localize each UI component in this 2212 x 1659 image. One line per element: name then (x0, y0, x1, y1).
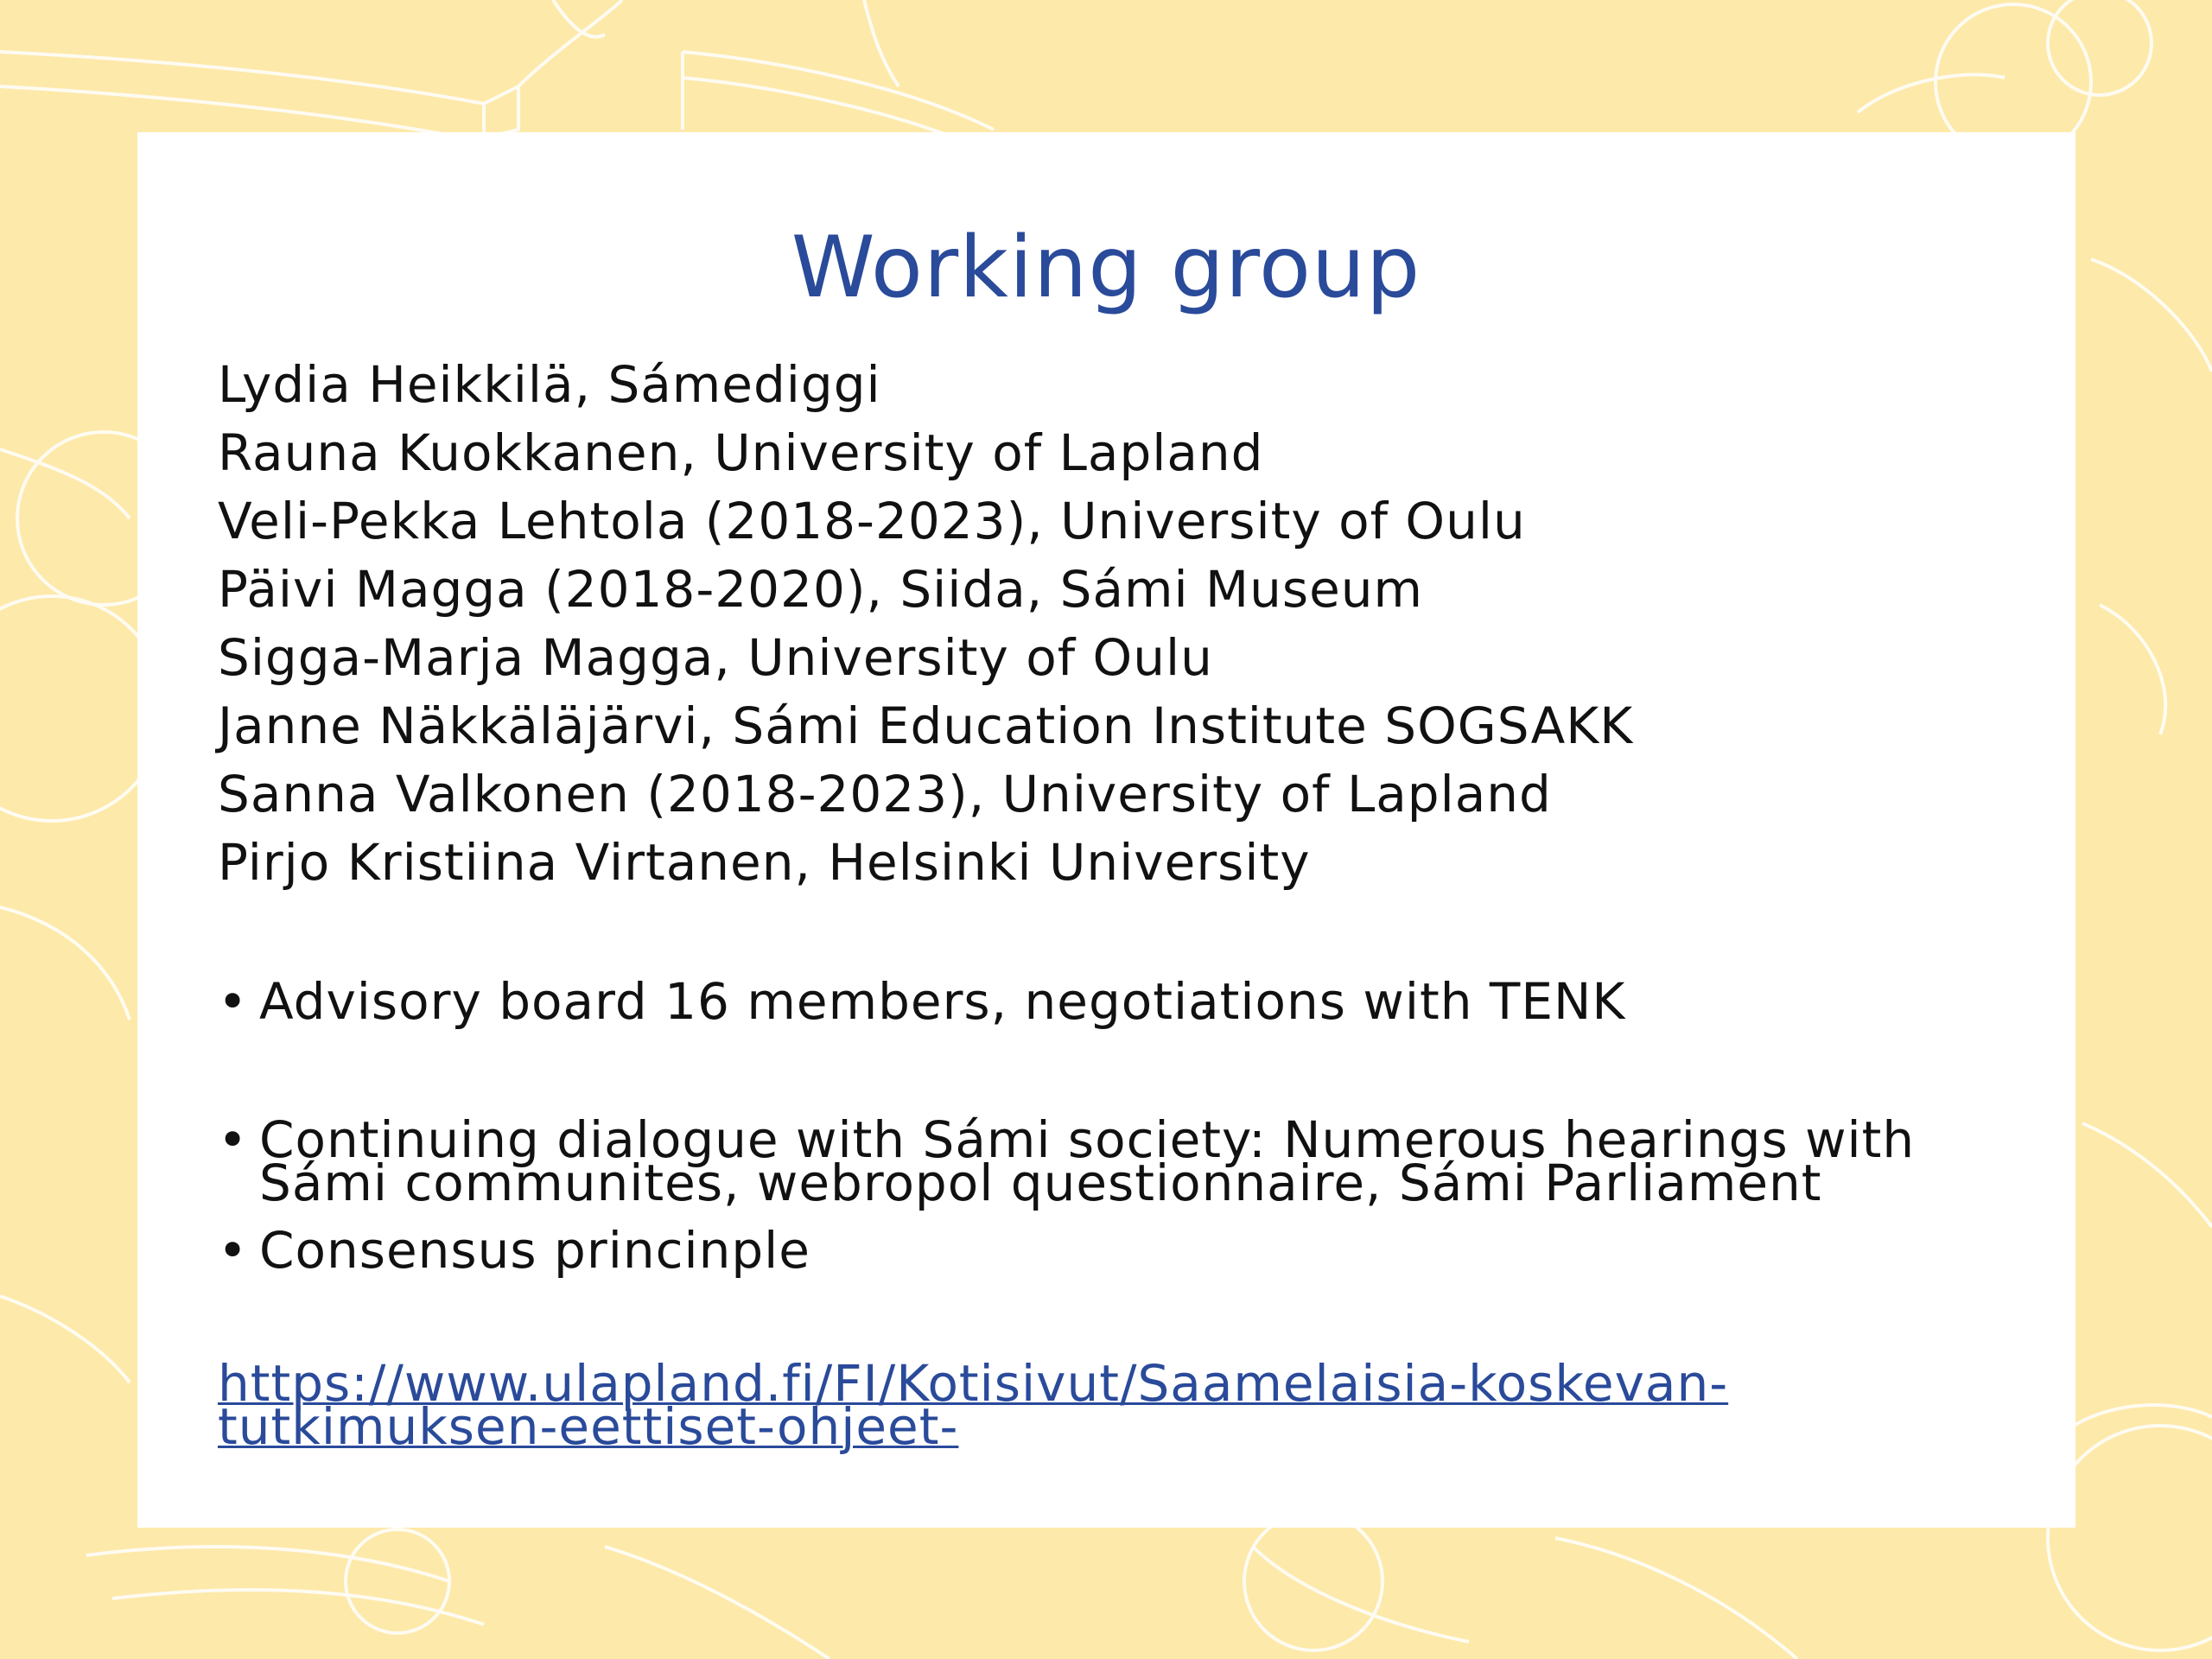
member-item: Sigga-Marja Magga, University of Oulu (218, 628, 1213, 687)
slide-title: Working group (791, 219, 1421, 317)
bullet-text: Continuing dialogue with Sámi society: Numerous hearings with Sámi communites, webropol questionnaire, Sámi Parliament (259, 1110, 1916, 1212)
guidelines-link[interactable] (218, 1354, 1859, 1456)
bullet-list-dialogue (218, 1110, 1998, 1212)
member-item: Pirjo Kristiina Virtanen, Helsinki University (218, 833, 1311, 892)
member-item: Janne Näkkäläjärvi, Sámi Education Institute SOGSAKK (218, 696, 1634, 755)
bullet-text: Consensus princinple (259, 1221, 810, 1280)
member-item: Veli-Pekka Lehtola (2018-2023), University of Oulu (218, 492, 1526, 550)
member-item: Päivi Magga (2018-2020), Siida, Sámi Museum (218, 560, 1424, 619)
bullet-item (218, 1221, 810, 1280)
working-group-members-list (218, 351, 1633, 897)
bullet-dot-icon: • (218, 1110, 249, 1169)
bullet-item (218, 1110, 1998, 1212)
bullet-text: Advisory board 16 members, negotiations with TENK (259, 972, 1626, 1031)
bullet-list-consensus (218, 1221, 810, 1280)
link-line-1[interactable]: https://www.ulapland.fi/FI/Kotisivut/Saamelaisia-koskevan- (218, 1354, 1729, 1413)
member-item: Rauna Kuokkanen, University of Lapland (218, 423, 1264, 482)
bullet-list-advisory (218, 972, 1626, 1031)
bullet-item (218, 972, 1626, 1031)
bullet-dot-icon: • (218, 972, 249, 1031)
bullet-dot-icon: • (218, 1221, 249, 1280)
link-line-2[interactable]: tutkimuksen-eettiset-ohjeet- (218, 1397, 959, 1456)
member-item: Sanna Valkonen (2018-2023), University of Lapland (218, 765, 1552, 823)
member-item: Lydia Heikkilä, Sámediggi (218, 355, 881, 414)
